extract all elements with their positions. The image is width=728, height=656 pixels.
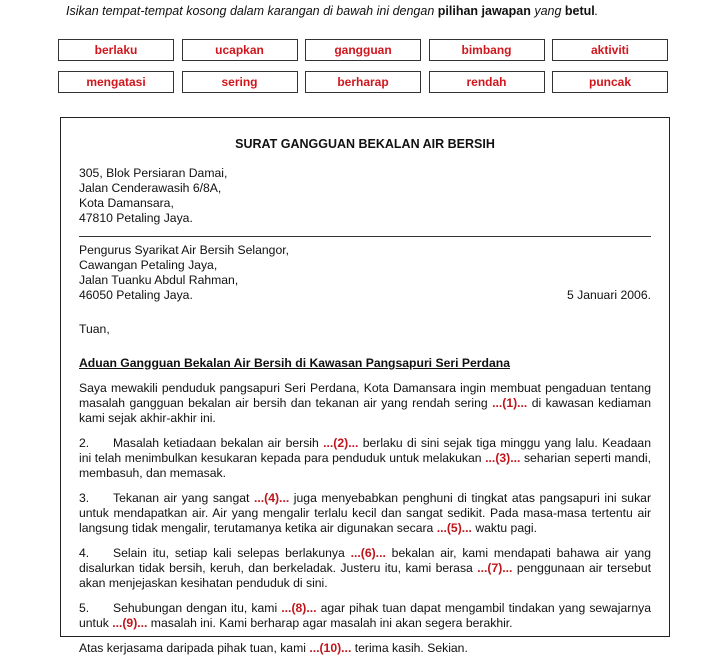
receiver-date-row bbox=[79, 288, 651, 303]
paragraph-1: Saya mewakili penduduk pangsapuri Seri Perdana, Kota Damansara ingin membuat pengaduan tentang masalah gangguan bekalan air bersih dan tekanan air yang rendah sering ...(1)... di kawasan kediaman kami sejak akhir-akhir ini. bbox=[79, 381, 652, 425]
word-option[interactable]: berharap bbox=[305, 71, 421, 93]
blank-5[interactable]: ...(5)... bbox=[436, 521, 472, 535]
blank-8[interactable]: ...(8)... bbox=[281, 601, 317, 615]
receiver-address-line: Pengurus Syarikat Air Bersih Selangor, bbox=[79, 243, 290, 257]
word-option[interactable]: puncak bbox=[552, 71, 668, 93]
receiver-address-line: Cawangan Petaling Jaya, bbox=[79, 258, 218, 272]
blank-2[interactable]: ...(2)... bbox=[323, 436, 359, 450]
sender-address-line: 47810 Petaling Jaya. bbox=[79, 211, 193, 225]
receiver-address-line: Jalan Tuanku Abdul Rahman, bbox=[79, 273, 239, 287]
letter-subject: Aduan Gangguan Bekalan Air Bersih di Kawasan Pangsapuri Seri Perdana bbox=[79, 356, 510, 370]
paragraph-4: 4. Selain itu, setiap kali selepas berlakunya ...(6)... bekalan air, kami mendapati bahawa air yang disalurkan tidak bersih, keruh, dan berkeladak. Justeru itu, kami berasa ...(7)... penggunaan air tersebut akan menjejaskan kesihatan penduduk di sini. bbox=[79, 546, 651, 590]
receiver-address bbox=[79, 243, 651, 303]
letter-body bbox=[79, 118, 651, 656]
word-option[interactable]: bimbang bbox=[429, 39, 545, 61]
letter-date: 5 Januari 2006. bbox=[566, 288, 651, 302]
blank-4[interactable]: ...(4)... bbox=[254, 491, 290, 505]
letter-title: SURAT GANGGUAN BEKALAN AIR BERSIH bbox=[235, 137, 495, 151]
word-options-grid bbox=[58, 39, 668, 103]
word-option[interactable]: rendah bbox=[429, 71, 545, 93]
salutation: Tuan, bbox=[79, 322, 110, 336]
word-option[interactable]: ucapkan bbox=[182, 39, 298, 61]
paragraph-2: 2. Masalah ketiadaan bekalan air bersih ...(2)... berlaku di sini sejak tiga minggu yang lalu. Keadaan ini telah menimbulkan kesukaran kepada para penduduk untuk melakukan ...(3)... seharian seperti mandi, membasuh, dan memasak. bbox=[79, 436, 651, 480]
blank-7[interactable]: ...(7)... bbox=[477, 561, 513, 575]
blank-1[interactable]: ...(1)... bbox=[492, 396, 528, 410]
blank-10[interactable]: ...(10)... bbox=[309, 641, 352, 655]
blank-9[interactable]: ...(9)... bbox=[112, 616, 148, 630]
paragraph-3: 3. Tekanan air yang sangat ...(4)... juga menyebabkan penghuni di tingkat atas pangsapuri ini sukar untuk mendapatkan air. Air yang mengalir terlalu kecil dan sangat sedikit. Pada masa-masa tertentu air langsung tidak mengalir, terutamanya ketika air digunakan secara ...(5)... waktu pagi. bbox=[79, 491, 652, 535]
paragraph-5: 5. Sehubungan dengan itu, kami ...(8)... agar pihak tuan dapat mengambil tindakan yang sewajarnya untuk ...(9)... masalah ini. Kami berharap agar masalah ini akan segera berakhir. bbox=[79, 601, 651, 630]
word-options-row-2 bbox=[58, 71, 668, 93]
receiver-address-line: 46050 Petaling Jaya. bbox=[79, 288, 193, 302]
paragraph-6: Atas kerjasama daripada pihak tuan, kami ...(10)... terima kasih. Sekian. bbox=[79, 641, 468, 655]
blank-3[interactable]: ...(3)... bbox=[485, 451, 521, 465]
sender-address-line: 305, Blok Persiaran Damai, bbox=[79, 166, 228, 180]
sender-address-line: Kota Damansara, bbox=[79, 196, 174, 210]
word-option[interactable]: gangguan bbox=[305, 39, 421, 61]
blank-6[interactable]: ...(6)... bbox=[350, 546, 386, 560]
word-option[interactable]: aktiviti bbox=[552, 39, 668, 61]
sender-address bbox=[79, 166, 651, 226]
word-option[interactable]: sering bbox=[182, 71, 298, 93]
word-option[interactable]: mengatasi bbox=[58, 71, 174, 93]
instruction-text: Isikan tempat-tempat kosong dalam karangan di bawah ini dengan pilihan jawapan yang betul. bbox=[66, 4, 599, 18]
word-options-row-1 bbox=[58, 39, 668, 61]
letter-frame bbox=[60, 117, 670, 655]
word-option[interactable]: berlaku bbox=[58, 39, 174, 61]
sender-address-line: Jalan Cenderawasih 6/8A, bbox=[79, 181, 222, 195]
divider bbox=[79, 236, 651, 237]
